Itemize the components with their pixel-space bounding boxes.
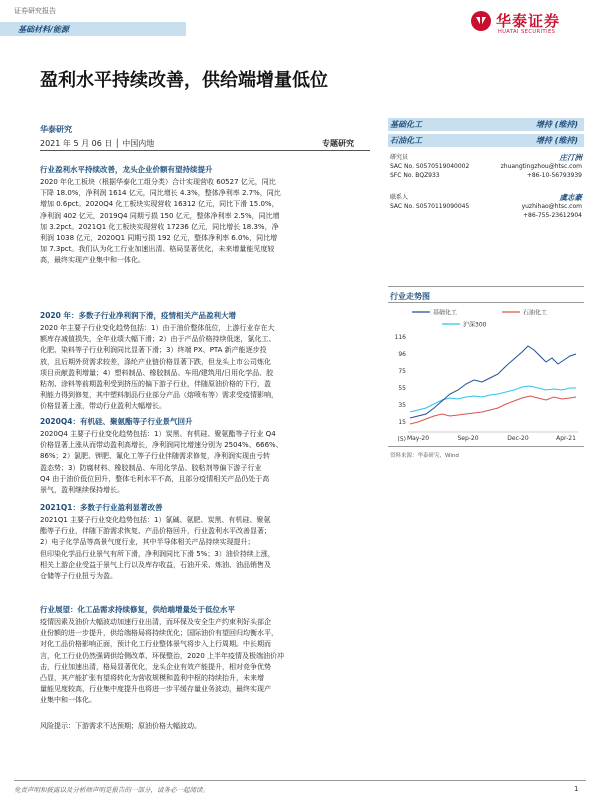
section-body xyxy=(40,429,370,496)
body-line: 2020Q4 主要子行业变化趋势包括：1）炭黑、有机硅、聚氨酯等子行业 Q4 xyxy=(40,430,276,438)
footer-disclaimer: 免责声明和披露以及分析师声明是报告的一部分，请务必一起阅读。 xyxy=(14,786,209,794)
body-line: 利润 1038 亿元，2020Q1 同期亏损 192 亿元，整体净利率 6.0%，同比增 xyxy=(40,234,278,243)
body-line: 净利润 402 亿元，2019Q4 同期亏损 150 亿元，整体净利率 2.5%，同比增 xyxy=(40,211,280,220)
analyst-1 xyxy=(390,152,584,161)
body-line: 86%；2）氯肥、钾肥、氟化工等子行业伴随需求修复，净利润实现由亏转 xyxy=(40,452,271,461)
risk-warning: 风险提示：下游需求不达预期；原油价格大幅波动。 xyxy=(40,722,201,730)
body-line: 粘剂、涂料等前期盈利受到挤压的偏下游子行业，伴随原油价格的下行，盈 xyxy=(40,380,271,389)
y-tick-label: 75 xyxy=(398,368,406,375)
body-line: 凸显，其产能扩张有望将转化为营收规模和盈利中枢的持续抬升，未来增 xyxy=(40,674,264,683)
y-tick-label: 55 xyxy=(398,385,406,392)
analyst-2 xyxy=(390,192,584,201)
industry-trend-chart xyxy=(388,304,584,446)
analyst-sfc: SFC No. BQZ933 xyxy=(390,172,440,179)
analyst-1-sac-row xyxy=(390,163,584,170)
body-line: 利能力得到修复，其中塑料制品行业部分产品（熔喷布等）需求受疫情影响， xyxy=(40,391,278,400)
y-tick-label: 96 xyxy=(398,351,406,358)
report-label: 证券研究报告 xyxy=(14,7,56,15)
body-line: 加 3.2pct。2021Q1 化工板块实现营收 17236 亿元，同比增长 18.3%，净 xyxy=(40,222,279,231)
x-tick-label: Apr-21 xyxy=(556,435,576,442)
rating-value: 增持 (维持) xyxy=(535,136,578,145)
y-tick-label: (5) xyxy=(397,436,406,443)
analyst-sac: SAC No. S0570519040002 xyxy=(390,163,470,170)
body-line: 项目贡献盈利增量；4）塑料制品、橡胶制品、车用/建筑用/日用化学品、胶 xyxy=(40,368,274,377)
section-body xyxy=(40,177,370,267)
chart-top-rule xyxy=(388,286,584,287)
y-tick-label: 116 xyxy=(394,334,406,341)
logo-text-en: HUATAI SECURITIES xyxy=(498,29,556,35)
section-heading: 行业展望：化工品需求持续修复，供给端增量处于低位水平 xyxy=(40,605,235,614)
body-line: 仓储等子行业扭亏为盈。 xyxy=(40,572,117,581)
analyst-role: 联系人 xyxy=(390,194,409,201)
x-tick-label: May-20 xyxy=(406,435,430,442)
legend-label-csi300: 沪深300 xyxy=(463,321,487,329)
rating-row-basic-chem xyxy=(390,119,580,130)
section-heading: 2021Q1：多数子行业盈利显著改善 xyxy=(40,503,163,512)
body-line: 化肥、染料等子行业利润同比显著下滑；3）终端 PX、PTA 新产能逐步投 xyxy=(40,346,267,355)
rating-sector: 基础化工 xyxy=(390,120,422,129)
body-line: 业份额的进一步提升，供给端格局将持续优化；国际油价有望回归均衡水平， xyxy=(40,629,278,638)
chart-title: 行业走势图 xyxy=(390,292,430,301)
body-line: 盈态势；3）防腐材料、橡胶制品、车用化学品、胶粘剂等偏下游子行业 xyxy=(40,463,262,472)
series-line-csi300 xyxy=(410,386,576,412)
analyst-sac: SAC No. S0570119090045 xyxy=(390,203,470,210)
body-line: 2020 年主要子行业变化趋势包括：1）由于油价整体低位，上游行业存在大 xyxy=(40,324,275,332)
body-line: 价格显著上涨从而带动盈利高增长，净利润同比增速分别为 2504%、666%、 xyxy=(40,441,283,450)
analyst-email[interactable]: yuzhihao@htsc.com xyxy=(521,203,582,210)
section-body xyxy=(40,323,370,413)
body-line: 但印染化学品行业景气有所下滑，净利润同比下滑 5%；3）油价持续上涨， xyxy=(40,549,275,558)
body-line: 2）电子化学品等高景气度行业，其中半导体相关产品持续实现提升； xyxy=(40,538,255,547)
huatai-logo xyxy=(470,8,585,38)
chart-title-rule xyxy=(388,302,584,303)
legend-label-basic-chem: 基础化工 xyxy=(433,309,458,317)
analyst-2-sac-row xyxy=(390,203,584,210)
body-line: 业集中和一体化。 xyxy=(40,696,96,705)
body-line: 高，最终实现产业集中和一体化。 xyxy=(40,256,145,265)
rating-value: 增持 (维持) xyxy=(535,120,578,129)
research-org: 华泰研究 xyxy=(40,125,72,134)
analyst-role: 研究员 xyxy=(390,154,409,161)
body-line: 量能见度较高，行业集中度提升也将进一步平缓存量业务波动，最终实现产 xyxy=(40,685,271,694)
analyst-phone: +86-10-56793939 xyxy=(526,172,582,179)
chart-bottom-rule xyxy=(388,446,584,447)
body-line: 放，且后期外贸需求较差，涤纶产业链价格显著下跌，但龙头上市公司炼化 xyxy=(40,357,271,366)
section-heading: 2020Q4：有机硅、聚氨酯等子行业景气回升 xyxy=(40,417,193,426)
report-date: 2021 年 5 月 06 日 │ 中国内地 xyxy=(40,139,155,148)
body-line: 言，化工行业仍然强调供给侧改革、环保整治，2020 上半年疫情及极端油价冲 xyxy=(40,651,285,660)
huatai-logo-icon xyxy=(470,10,492,32)
body-line: 疫情因素及油价大幅波动加速行业出清，而环保及安全生产约束利好头部企 xyxy=(40,618,271,626)
series-line-petro-chem xyxy=(410,396,576,424)
section-heading: 行业盈利水平持续改善，龙头企业价额有望持续提升 xyxy=(40,165,213,174)
body-line: 相关上游企业受益于景气上行以及库存收益，石油开采、炼油、油品销售及 xyxy=(40,560,271,569)
analyst-1-sfc-row xyxy=(390,172,584,179)
analyst-name: 庄汀洲 xyxy=(559,153,582,162)
section-body xyxy=(40,515,370,582)
analyst-name: 虞志豪 xyxy=(559,193,582,202)
body-line: Q4 由于油价低位回升，整体毛利水平不高，且部分疫情相关产品仍处于高 xyxy=(40,474,270,483)
body-line: 击，行业加速出清，格局显著优化，龙头企业有效产能提升，相对竞争优势 xyxy=(40,662,271,671)
body-line: 额库存减值损失，全年业绩大幅下滑；2）由于产品价格持续低迷，氯化工、 xyxy=(40,335,276,344)
logo-text-cn: 华泰证券 xyxy=(496,12,561,30)
rating-row-petro-chem xyxy=(390,135,580,146)
section-heading: 2020 年：多数子行业净利润下滑，疫情相关产品盈利大增 xyxy=(40,311,236,320)
body-line: 下降 18.0%，净利润 1614 亿元，同比增长 4.3%，整体净利率 2.7%，同比 xyxy=(40,189,281,198)
title-divider xyxy=(40,150,370,151)
y-tick-label: 15 xyxy=(398,419,406,426)
body-line: 对化工品价格影响正面，预计化工行业整体景气将步入上行周期。中长期而 xyxy=(40,640,271,649)
analyst-phone: +86-755-23612904 xyxy=(523,212,582,219)
body-line: 景气，盈利继续保持增长。 xyxy=(40,486,124,495)
series-line-basic-chem xyxy=(410,346,576,418)
rating-sector: 石油化工 xyxy=(390,136,422,145)
body-line: 加 7.3pct。我们认为化工行业加速出清、格局显著优化，未来增量能见度较 xyxy=(40,245,275,254)
x-tick-label: Sep-20 xyxy=(457,435,479,442)
body-line: 增加 0.6pct。2020Q4 化工板块实现营收 16312 亿元，同比下滑 15.0%， xyxy=(40,200,279,209)
section-body xyxy=(40,617,370,707)
legend-label-petro-chem: 石油化工 xyxy=(523,309,548,317)
body-line: 2021Q1 主要子行业变化趋势包括：1）氯碱、氨肥、炭黑、有机硅、聚氨 xyxy=(40,516,271,524)
report-title: 盈利水平持续改善，供给端增量低位 xyxy=(40,70,328,91)
analyst-email[interactable]: zhuangtingzhou@htsc.com xyxy=(500,163,582,170)
y-tick-label: 35 xyxy=(398,402,406,409)
body-line: 价格显著上涨，带动行业盈利大幅增长。 xyxy=(40,402,166,411)
chart-source: 资料来源：华泰研究，Wind xyxy=(390,453,459,459)
page-number: 1 xyxy=(574,785,579,793)
sector-label: 基础材料/能源 xyxy=(18,25,69,34)
report-type: 专题研究 xyxy=(322,139,354,148)
x-tick-label: Dec-20 xyxy=(507,435,529,442)
body-line: 酯等子行业，伴随下游需求恢复、产品价格回升，行业盈利水平改善显著； xyxy=(40,527,271,536)
body-line: 2020 年化工板块（根据华泰化工组分类）合计实现营收 60527 亿元，同比 xyxy=(40,178,276,186)
footer-divider xyxy=(14,780,586,781)
